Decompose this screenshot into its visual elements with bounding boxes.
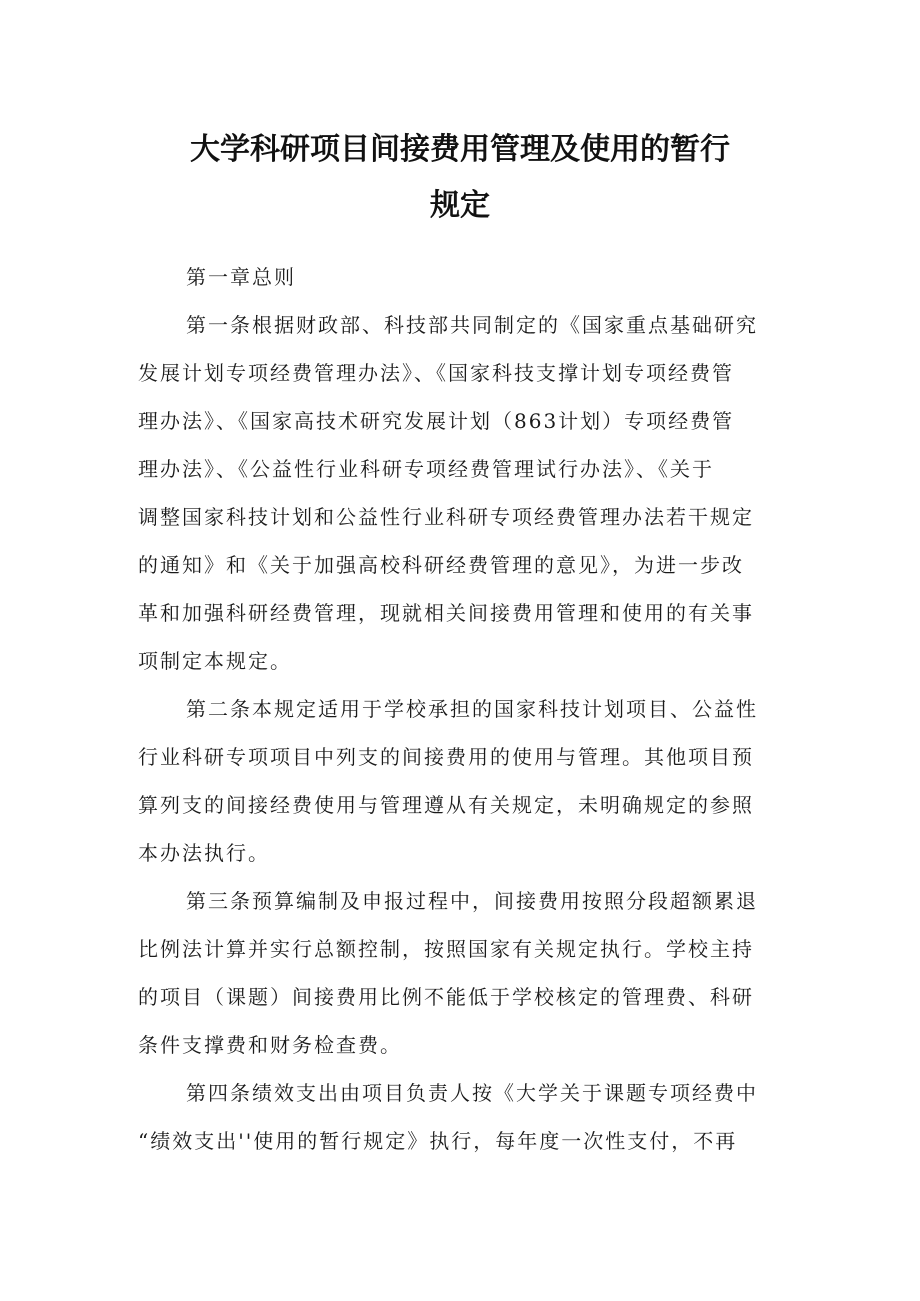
paragraph-line: 理办法》、《国家高技术研究发展计划（863计划）专项经费管 — [138, 409, 735, 433]
paragraph-line: 第三条预算编制及申报过程中，间接费用按照分段超额累退 — [186, 889, 758, 913]
paragraph-line: 第一条根据财政部、科技部共同制定的《国家重点基础研究 — [186, 313, 758, 337]
paragraph-line: 第四条绩效支出由项目负责人按《大学关于课题专项经费中 — [186, 1081, 758, 1105]
article-2 — [138, 685, 798, 877]
chapter-heading-text: 第一章总则 — [186, 265, 296, 289]
title-line-1: 大学科研项目间接费用管理及使用的暂行 — [190, 132, 730, 167]
paragraph-line: 的项目（课题）间接费用比例不能低于学校核定的管理费、科研 — [138, 985, 754, 1009]
paragraph-line: 调整国家科技计划和公益性行业科研专项经费管理办法若干规定 — [138, 505, 754, 529]
paragraph-line: “绩效支出''使用的暂行规定》执行，每年度一次性支付，不再 — [138, 1129, 738, 1153]
paragraph-line: 理办法》、《公益性行业科研专项经费管理试行办法》、《关于 — [138, 457, 714, 481]
document-title — [110, 122, 810, 234]
paragraph-line: 第二条本规定适用于学校承担的国家科技计划项目、公益性 — [186, 697, 758, 721]
paragraph-line: 本办法执行。 — [138, 841, 270, 865]
paragraph-line: 条件支撑费和财务检查费。 — [138, 1033, 402, 1057]
document-body — [138, 253, 798, 1165]
article-4 — [138, 1069, 798, 1165]
paragraph-line: 的通知》和《关于加强高校科研经费管理的意见》，为进一步改 — [138, 553, 744, 577]
paragraph-line: 革和加强科研经费管理，现就相关间接费用管理和使用的有关事 — [138, 601, 754, 625]
paragraph-line: 发展计划专项经费管理办法》、《国家科技支撑计划专项经费管 — [138, 361, 734, 385]
title-line-2: 规定 — [430, 188, 490, 223]
paragraph-line: 行业科研专项项目中列支的间接费用的使用与管理。其他项目预 — [138, 745, 754, 769]
article-1 — [138, 301, 798, 685]
paragraph-line: 比例法计算并实行总额控制，按照国家有关规定执行。学校主持 — [138, 937, 754, 961]
chapter-heading — [138, 253, 798, 301]
article-3 — [138, 877, 798, 1069]
paragraph-line: 项制定本规定。 — [138, 649, 292, 673]
paragraph-line: 算列支的间接经费使用与管理遵从有关规定，未明确规定的参照 — [138, 793, 754, 817]
